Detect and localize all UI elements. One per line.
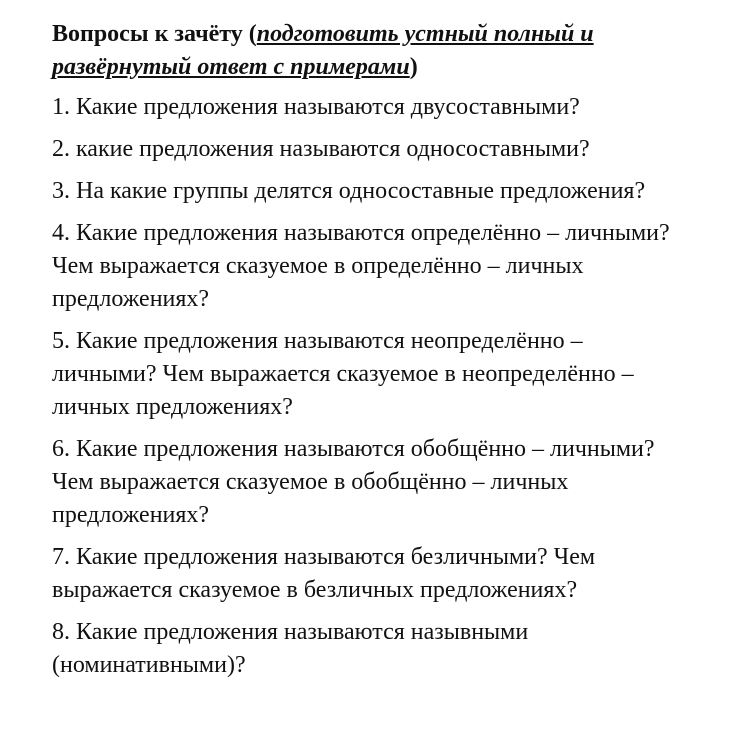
question-1 (52, 91, 750, 124)
question-8-line-1: 8. Какие предложения называются назывными (52, 619, 529, 645)
question-2 (52, 133, 750, 166)
question-8 (52, 616, 750, 682)
question-1-line-1: 1. Какие предложения называются двусоставными? (52, 94, 580, 120)
question-5-line-2: личными? Чем выражается сказуемое в неопределённо – (52, 361, 634, 387)
heading-suffix: ) (409, 54, 418, 80)
question-7 (52, 541, 750, 607)
document-heading (52, 18, 750, 84)
question-5-line-1: 5. Какие предложения называются неопределённо – (52, 328, 583, 354)
document-page (52, 18, 750, 691)
question-3-line-1: 3. На какие группы делятся односоставные предложения? (52, 178, 646, 204)
heading-line-1 (52, 21, 594, 47)
question-2-line-1: 2. какие предложения называются односоставными? (52, 136, 590, 162)
question-6 (52, 433, 750, 532)
heading-prefix: Вопросы к зачёту ( (52, 21, 257, 47)
question-3 (52, 175, 750, 208)
question-4 (52, 217, 750, 316)
question-6-line-1: 6. Какие предложения называются обобщённо – личными? (52, 436, 655, 462)
question-4-line-1: 4. Какие предложения называются определённо – личными? (52, 220, 670, 246)
heading-emphasis-1: подготовить устный полный и (256, 21, 594, 47)
question-6-line-3: предложениях? (52, 502, 210, 528)
question-5 (52, 325, 750, 424)
question-8-line-2: (номинативными)? (52, 652, 246, 678)
question-5-line-3: личных предложениях? (52, 394, 293, 420)
question-list (52, 91, 750, 682)
question-6-line-2: Чем выражается сказуемое в обобщённо – личных (52, 469, 569, 495)
heading-line-2 (52, 54, 418, 80)
heading-emphasis-2: развёрнутый ответ с примерами (52, 54, 410, 80)
question-7-line-2: выражается сказуемое в безличных предложениях? (52, 577, 578, 603)
question-4-line-3: предложениях? (52, 286, 210, 312)
question-7-line-1: 7. Какие предложения называются безличными? Чем (52, 544, 596, 570)
question-4-line-2: Чем выражается сказуемое в определённо – личных (52, 253, 584, 279)
